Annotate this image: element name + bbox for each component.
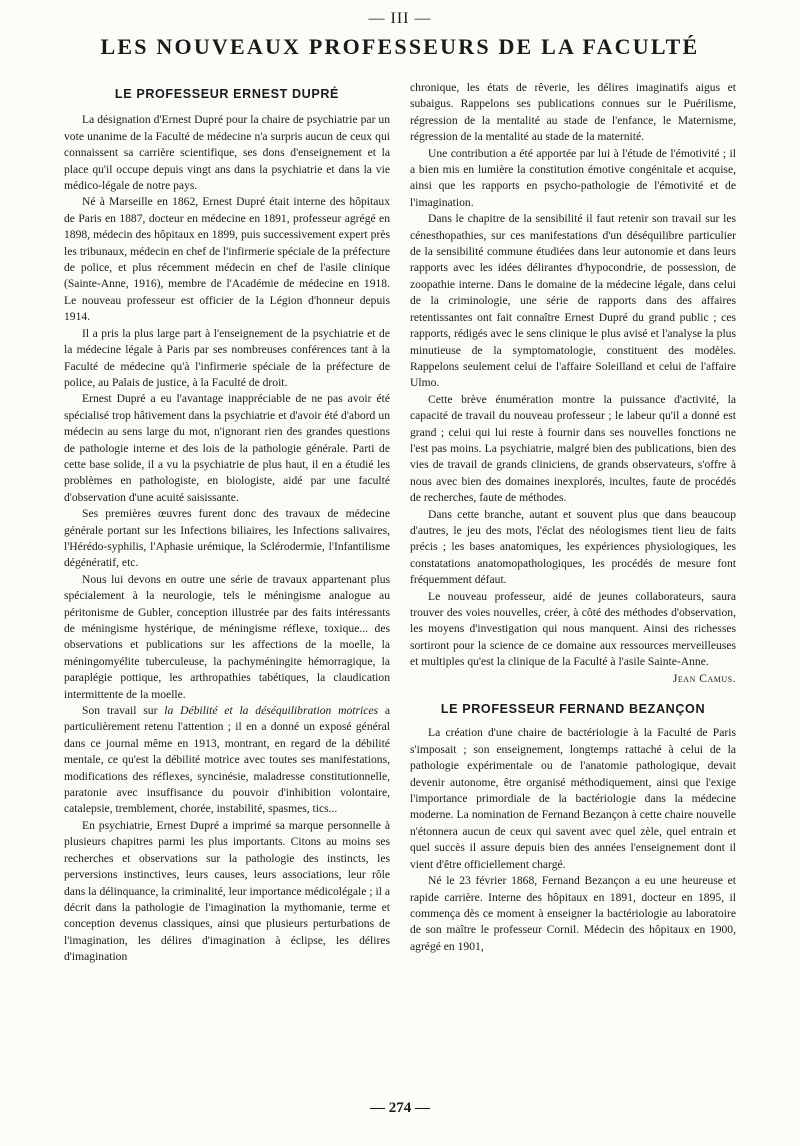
italic-title: la Débilité et la déséquilibration motrices [164, 704, 379, 718]
page-number-roman: — III — [368, 10, 432, 27]
paragraph: Né le 23 février 1868, Fernand Bezançon a eu une heureuse et rapide carrière. Interne des hôpitaux en 1891, docteur en 1895, il commença dès ce moment à enseigner la bactériologie au laboratoire de son maître le professeur Cornil. Médecin des hôpitaux en 1900, agrégé en 1901, [410, 874, 736, 953]
paragraph: Il a pris la plus large part à l'enseignement de la psychiatrie et de la médecine légale à Paris par ses nombreuses conférences tant à la Faculté de médecine qu'à l'infirmerie spéciale de la préfecture de police, au Palais de justice, à la Faculté de droit. [64, 326, 390, 389]
section-heading-dupre: LE PROFESSEUR ERNEST DUPRÉ [114, 87, 340, 101]
paragraph: La création d'une chaire de bactériologie à la Faculté de Paris s'imposait ; son enseignement, longtemps rattaché à celui de la pathologie expérimentale ou de l'anatomie pathologique, devait devenir autonome, être organisé méthodiquement, ainsi que l'exige l'importance primordiale de la bactériologie dans la médecine moderne. La nomination de Fernand Bezançon à cette chaire nouvelle n'étonnera aucun de ceux qui savent avec quel zèle, quel entrain et quel succès il assure depuis bien des années l'enseignement dont il vient d'être officiellement chargé. [410, 726, 736, 871]
paragraph: En psychiatrie, Ernest Dupré a imprimé sa marque personnelle à plusieurs chapitres parmi les plus importants. Citons au moins ses recherches et observations sur la pathologie des instincts, les perversions instinctives, leurs causes, leurs associations, leur rôle dans la délinquance, la criminalité, leur importance médicolégale ; il a décrit dans la pathologie de l'imagination la mythomanie, terme et conception devenus classiques, ainsi que plusieurs perturbations de l'imagination, les délires d'imagination à éclipse, les délires d'imagination [64, 818, 390, 964]
paragraph: La désignation d'Ernest Dupré pour la chaire de psychiatrie par un vote unanime de la Faculté de médecine n'a surpris aucun de ceux qui connaissent sa carrière scientifique, ses dons d'enseignement et la place qu'il occupe depuis vingt ans dans la psychiatrie et dans la vie médico-légale de notre pays. [64, 113, 390, 193]
paragraph: Ses premières œuvres furent donc des travaux de médecine générale portant sur les Infections biliaires, les Infections salivaires, l'Hérédo-syphilis, l'Aphasie urémique, la Sclérodermie, l'Infantilisme dégénératif, etc. [64, 507, 390, 570]
paragraph [64, 703, 390, 818]
paragraph: Né à Marseille en 1862, Ernest Dupré était interne des hôpitaux de Paris en 1887, docteur en médecine en 1891, professeur agrégé en 1898, médecin des hôpitaux en 1899, puis successivement expert près les tribunaux, médecin en chef de l'infirmerie spéciale de la préfecture de police, et plus récemment médecin en chef de l'asile clinique (Sainte-Anne, 1916), membre de l'Académie de médecine en 1918. Le nouveau professeur est officier de la Légion d'honneur depuis 1914. [64, 195, 390, 324]
paragraph: Une contribution a été apportée par lui à l'étude de l'émotivité ; il a bien mis en lumière la constitution émotive congénitale et acquise, ainsi que les rapports en psycho-pathologie de l'émotivité et de l'imagination. [410, 146, 736, 209]
paragraph: Dans cette branche, autant et souvent plus que dans beaucoup d'autres, le jeu des mots, l'éclat des néologismes tient lieu de faits précis ; les bases anatomiques, les expériences physiologiques, les constatations anatomopathologiques, les procédés de mesure font fréquemment défaut. [410, 507, 736, 587]
left-column [64, 86, 390, 966]
paragraph: Ernest Dupré a eu l'avantage inappréciable de ne pas avoir été spécialisé trop hâtivement dans la psychiatrie et d'avoir été d'abord un médecin au sens large du mot, n'ignorant rien des grandes questions de pathologie interne et des lois de la pathologie générale. Parti de cette base solide, il a vu la psychiatrie de plus haut, il en a étudié les problèmes en pathologiste, en biologiste, aidé par une faculté d'observation d'une acuité saisissante. [64, 392, 390, 504]
section-heading-bezancon: LE PROFESSEUR FERNAND BEZANÇON [440, 702, 706, 717]
paragraph: Dans le chapitre de la sensibilité il faut retenir son travail sur les cénesthopathies, sur ces manifestations d'un déséquilibre particulier de la sensibilité commune étudiées dans leur autonomie et dans leurs rapports avec les idées délirantes d'hypocondrie, de possession, de zoopathie interne. Dans le domaine de la médecine légale, dans celui de la criminologie, une série de rapports dans des affaires retentissantes ont fait connaître Ernest Dupré du grand public ; ces rapports, rédigés avec le sens clinique le plus avisé et l'analyse la plus minutieuse de la symptomatologie, constituent des modèles. Rappelons seulement celui de l'affaire Soleilland et celui de l'affaire Ulmo. [410, 212, 736, 390]
right-column [410, 80, 736, 955]
paragraph: Le nouveau professeur, aidé de jeunes collaborateurs, saura trouver des voies nouvelles, créer, à côté des méthodes d'observation, les moyens d'investigation qui nous manquent. Ainsi des richesses sortiront pour la science de ce domaine aux ressources merveilleuses et multiples qu'est la clinique de la Faculté à l'asile Sainte-Anne. [410, 589, 736, 669]
page-number: — 274 — [370, 1100, 430, 1116]
paragraph: Cette brève énumération montre la puissance d'activité, la capacité de travail du nouveau professeur ; le labeur qu'il a donné est grand ; celui qui lui reste à fournir dans ses nouvelles fonctions ne l'est pas moins. La psychiatrie, malgré bien des publications, bien des vies de travail de grands cliniciens, de grands observateurs, s'offre à nous avec bien des domaines inexplorés, incultes, faute de procédés de recherches, faute de méthodes. [410, 392, 736, 505]
paragraph: Nous lui devons en outre une série de travaux appartenant plus spécialement à la neurologie, tels le méningisme analogue au péritonisme de Gubler, conception illustrée par des faits intéressants de méningisme hystérique, de méningisme réflexe, toxique... des observations et publications sur les affections de la moelle, la méningomyélite tuberculeuse, la pachyméningite hémorragique, la paraplégie pottique, les arthropathies tabétiques, la claudication intermittente de la moelle. [64, 572, 390, 701]
page-title: LES NOUVEAUX PROFESSEURS DE LA FACULTÉ [100, 34, 700, 59]
text-run: a particulièrement retenu l'attention ; il en a donné un exposé général dans ce journal même en 1913, montrant, en regard de la débilité mentale, ce qu'est la débilité motrice avec toutes ses manifestations, modifications des réflexes, syncinésie, maladresse constitutionnelle, paratonie avec insuffisance du pouvoir d'inhibition volontaire, catalepsie, tremblement, chorée, instabilité, spasmes, tics... [64, 704, 391, 816]
author-signature: Jean Camus. [672, 671, 736, 685]
text-run: Son travail sur [82, 704, 165, 718]
paragraph-continued: chronique, les états de rêverie, les délires imaginatifs aigus et subaigus. Rappelons ses publications connues sur le Puérilisme, régression de la mentalité au stade de l'enfance, le Maternisme, régression de la mentalité au stade de la maternité. [410, 81, 736, 144]
